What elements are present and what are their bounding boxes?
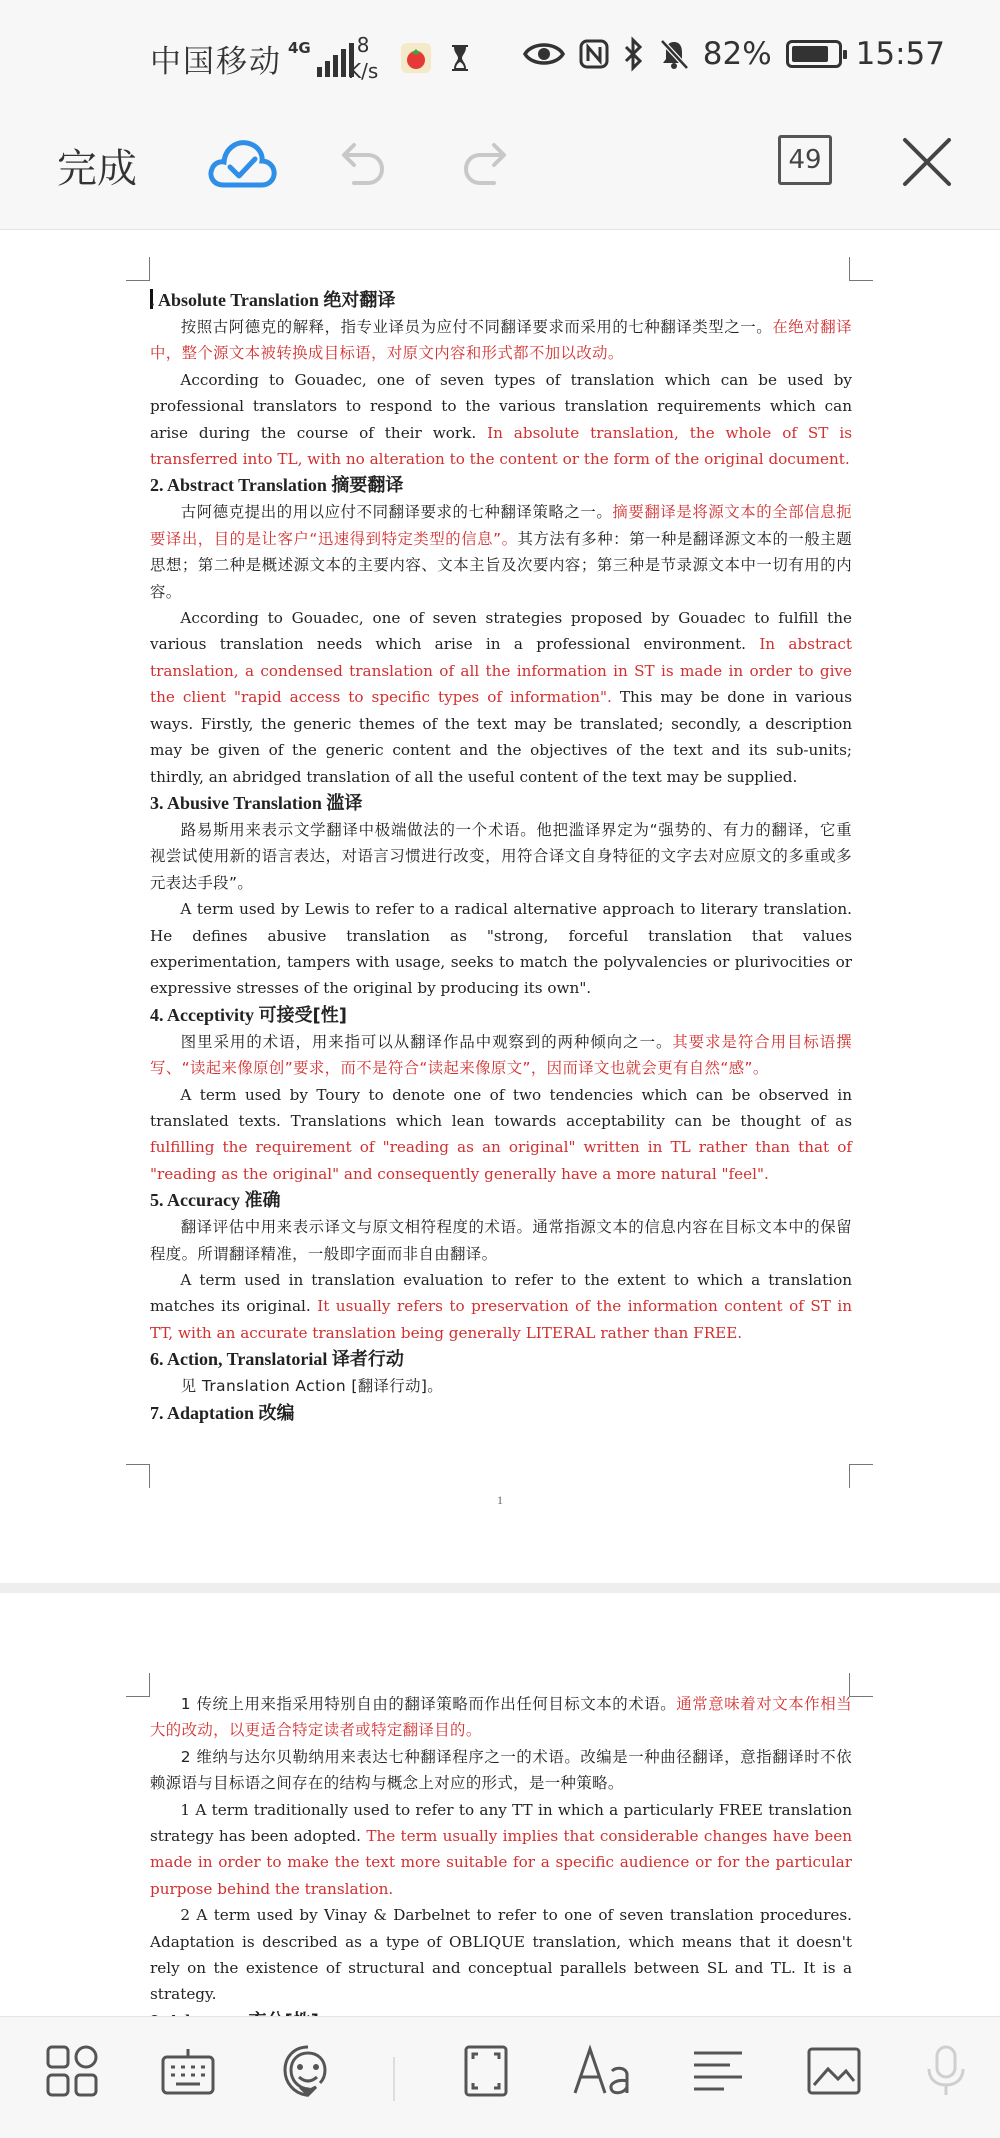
network-speed xyxy=(348,32,378,84)
editor-toolbar xyxy=(0,115,1000,230)
margin-corner xyxy=(849,1673,873,1697)
hourglass-icon xyxy=(444,42,476,74)
clock: 15:57 xyxy=(855,36,945,72)
page-1-text[interactable] xyxy=(150,287,852,1427)
document-page-1[interactable] xyxy=(0,231,1000,1583)
tomato-app-icon xyxy=(400,42,432,74)
page-separator xyxy=(0,1583,1000,1593)
entry-heading: 5. Accuracy 准确 xyxy=(150,1190,281,1212)
document-page-2[interactable] xyxy=(0,1593,1000,2016)
battery-icon xyxy=(786,40,842,68)
en-definition: A term used by Lewis to refer to a radical alternative approach to literary translation. He defines abusive translation as "strong, forceful translation that values experimentation, tampers with usage, seeks to match the polyvalencies or plurivocities or expressive stresses of the original by producing its own". xyxy=(150,900,852,998)
toolbar-divider xyxy=(393,2057,395,2101)
bluetooth-icon xyxy=(623,38,645,70)
en-definition: 1 A term traditionally used to refer to any TT in which a particularly FREE translation strategy has been adopted. The term usually implies that considerable changes have been made in order to make the text more suitable for a specific audience or for the particular purpose behind the translation. xyxy=(150,1800,852,1898)
margin-corner xyxy=(849,257,873,281)
layout-grid-icon[interactable] xyxy=(44,2043,100,2099)
insert-image-icon[interactable] xyxy=(806,2043,862,2099)
document-view[interactable] xyxy=(0,231,1000,2016)
status-bar xyxy=(0,0,1000,115)
page-2-text[interactable] xyxy=(150,1691,852,2035)
entry-heading: 6. Action, Translatorial 译者行动 xyxy=(150,1349,404,1371)
cloud-sync-icon[interactable] xyxy=(206,135,278,191)
nfc-icon xyxy=(579,39,609,69)
microphone-icon[interactable] xyxy=(922,2043,970,2099)
margin-corner xyxy=(126,1464,150,1488)
zh-definition: 按照古阿德克的解释，指专业译员为应付不同翻译要求而采用的七种翻译类型之一。在绝对翻译中，整个源文本被转换成目标语，对原文内容和形式都不加以改动。 xyxy=(150,318,852,363)
signal-icon xyxy=(288,38,354,77)
en-definition: According to Gouadec, one of seven strategies proposed by Gouadec to fulfill the various translation needs which arise in a professional environment. In abstract translation, a condensed translation of all the information in ST is made in order to give the client "rapid access to specific types of information". This may be done in various ways. Firstly, the generic themes of the text may be translated; secondly, a description may be given of the generic content and the objectives of the text and its sub-units; thirdly, an abridged translation of all the useful content of the text may be supplied. xyxy=(150,609,852,786)
page-number: 1 xyxy=(497,1493,503,1507)
bottom-tool-bar xyxy=(0,2016,1000,2138)
keyboard-icon[interactable] xyxy=(160,2043,216,2099)
undo-icon[interactable] xyxy=(340,137,386,187)
en-definition: A term used by Toury to denote one of two tendencies which can be observed in translated texts. Translations which lean towards acceptability can be thought of as fulfilling the requirement of "reading as an original" written in TL rather than that of "reading as the original" and consequently generally have a more natural "feel". xyxy=(150,1085,852,1183)
margin-corner xyxy=(849,1464,873,1488)
entry-heading: 3. Abusive Translation 滥译 xyxy=(150,792,363,814)
zh-definition: 见 Translation Action [翻译行动]。 xyxy=(180,1377,444,1396)
zh-definition: 路易斯用来表示文学翻译中极端做法的一个术语。他把滥译界定为“强势的、有力的翻译，它重视尝试使用新的语言表达，对语言习惯进行改变，用符合译文自身特征的文字去对应原文的多重或多元表达手段”。 xyxy=(150,820,852,892)
zh-definition: 图里采用的术语，用来指可以从翻译作品中观察到的两种倾向之一。其要求是符合用目标语撰写、“读起来像原创”要求，而不是符合“读起来像原文”，因而译文也就会更有自然“感”。 xyxy=(150,1032,852,1078)
en-definition: According to Gouadec, one of seven types of translation which can be used by professional translators to respond to the various translation requirements which can arise during the course of their work. In absolute translation, the whole of ST is transferred into TL, with no alteration to the content or the form of the original document. xyxy=(150,370,853,469)
mute-bell-icon xyxy=(659,38,689,70)
entry-heading: 4. Acceptivity 可接受[性] xyxy=(150,1004,347,1026)
close-icon[interactable] xyxy=(900,135,954,189)
zh-definition: 1 传统上用来指采用特别自由的翻译策略而作出任何目标文本的术语。通常意味着对文本作相当大的改动，以更适合特定读者或特定翻译目的。 xyxy=(150,1695,852,1740)
done-button[interactable]: 完成 xyxy=(57,146,137,192)
font-icon[interactable] xyxy=(572,2043,632,2099)
zh-definition: 翻译评估中用来表示译文与原文相符程度的术语。通常指源文本的信息内容在目标文本中的保留程度。所谓翻译精准，一般即字面而非自由翻译。 xyxy=(150,1218,852,1263)
page-count-button[interactable]: 49 xyxy=(778,135,832,185)
status-left xyxy=(150,36,354,81)
network-type: 4G xyxy=(288,38,311,57)
status-right xyxy=(523,36,945,72)
zh-definition: 古阿德克提出的用以应付不同翻译要求的七种翻译策略之一。摘要翻译是将源文本的全部信息扼要译出，目的是让客户“迅速得到特定类型的信息”。其方法有多种：第一种是翻译源文本的一般主题思想；第二种是概述源文本的主要内容、文本主旨及次要内容；第三种是节录源文本中一切有用的内容。 xyxy=(150,503,852,601)
en-definition: 2 A term used by Vinay & Darbelnet to refer to one of seven translation procedures. Adaptation is described as a type of OBLIQUE translation, which means that it doesn't rely on the existence of structural and conceptual parallels between SL and TL. It is a strategy. xyxy=(150,1906,852,2004)
en-definition: A term used in translation evaluation to refer to the extent to which a translation matches its original. It usually refers to preservation of the information content of ST in TT, with an accurate translation being generally LITERAL rather than FREE. xyxy=(150,1271,852,1342)
smart-assistant-icon[interactable] xyxy=(280,2043,336,2099)
carrier-name: 中国移动 xyxy=(150,44,282,80)
speed-value: 8 xyxy=(356,33,370,57)
fullscreen-icon[interactable] xyxy=(462,2043,510,2099)
margin-corner xyxy=(126,1673,150,1697)
zh-definition: 2 维纳与达尔贝勒纳用来表达七种翻译程序之一的术语。改编是一种曲径翻译，意指翻译时不依赖源语与目标语之间存在的结构与概念上对应的形式，是一种策略。 xyxy=(150,1747,852,1793)
paragraph-align-icon[interactable] xyxy=(690,2043,746,2099)
redo-icon[interactable] xyxy=(462,137,508,187)
battery-percent: 82% xyxy=(702,36,772,72)
entry-heading: . Absolute Translation 绝对翻译 xyxy=(150,290,396,311)
speed-unit: K/s xyxy=(348,59,379,83)
eye-comfort-icon xyxy=(523,39,565,69)
entry-heading: 7. Adaptation 改编 xyxy=(150,1402,295,1424)
entry-heading: 2. Abstract Translation 摘要翻译 xyxy=(150,475,404,497)
margin-corner xyxy=(126,257,150,281)
